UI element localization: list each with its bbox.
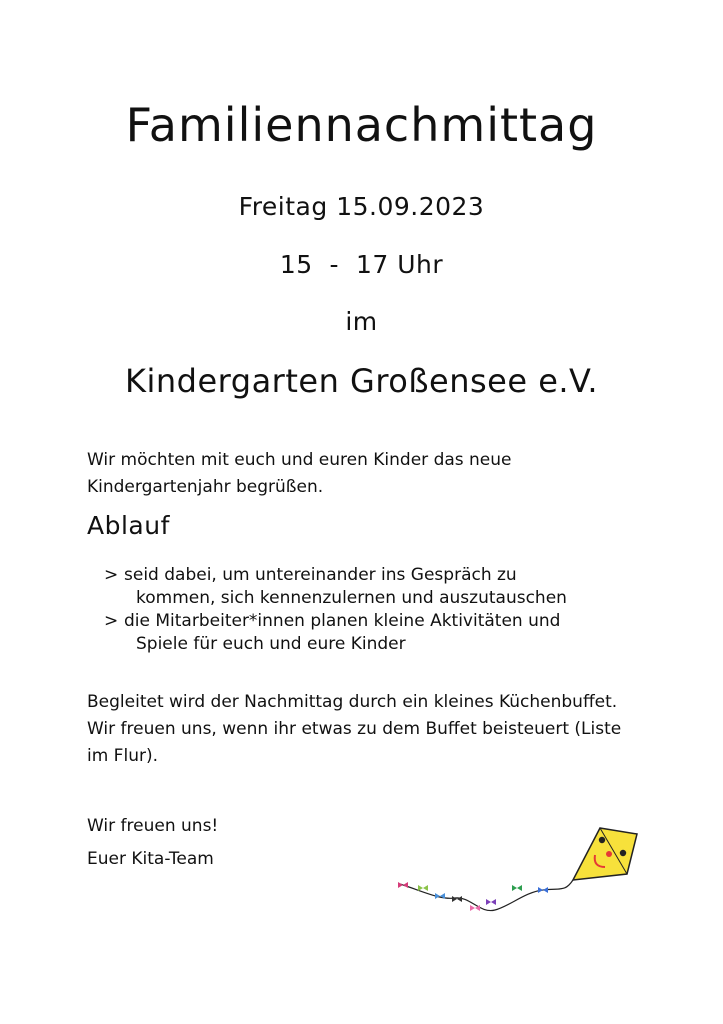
kite-bow-icon [418, 885, 428, 891]
list-marker: > [104, 611, 119, 631]
page-title: Familiennachmittag [125, 98, 598, 152]
list-marker: > [104, 565, 119, 585]
location-prefix: im [345, 307, 378, 336]
event-date: Freitag 15.09.2023 [238, 192, 485, 221]
kite-bow-icon [470, 905, 480, 911]
kite-eye-right-icon [620, 850, 626, 856]
kite-nose-icon [606, 851, 612, 857]
schedule-list [104, 564, 684, 656]
schedule-heading: Ablauf [87, 511, 170, 540]
list-item-line: die Mitarbeiter*innen planen kleine Aktivitäten und [124, 611, 561, 631]
signature: Euer Kita-Team [87, 849, 214, 869]
list-item-line: seid dabei, um untereinander ins Gespräch zu [124, 565, 517, 585]
kite-bow-icon [398, 882, 408, 888]
closing-paragraph: Begleitet wird der Nachmittag durch ein kleines Küchenbuffet. Wir freuen uns, wenn ihr etwas zu dem Buffet beisteuert (Liste im Flur). [87, 692, 622, 766]
thanks-line: Wir freuen uns! [87, 816, 219, 836]
intro-paragraph: Wir möchten mit euch und euren Kinder das neue Kindergartenjahr begrüßen. [87, 450, 512, 497]
kite-string [400, 880, 573, 911]
event-time: 15 - 17 Uhr [279, 250, 444, 279]
list-item-continuation: Spiele für euch und eure Kinder [136, 634, 406, 654]
kite-bow-icon [486, 899, 496, 905]
kite-bow-icon [512, 885, 522, 891]
kite-bows [398, 882, 548, 911]
kite-illustration [395, 822, 640, 922]
list-item-continuation: kommen, sich kennenzulernen und auszutauschen [136, 588, 567, 608]
list-item [104, 564, 684, 610]
kite-eye-left-icon [599, 837, 605, 843]
event-location: Kindergarten Großensee e.V. [125, 362, 598, 400]
kite-bow-icon [538, 887, 548, 893]
kite-bow-icon [452, 896, 462, 902]
list-item [104, 610, 684, 656]
kite-bow-icon [435, 893, 445, 899]
